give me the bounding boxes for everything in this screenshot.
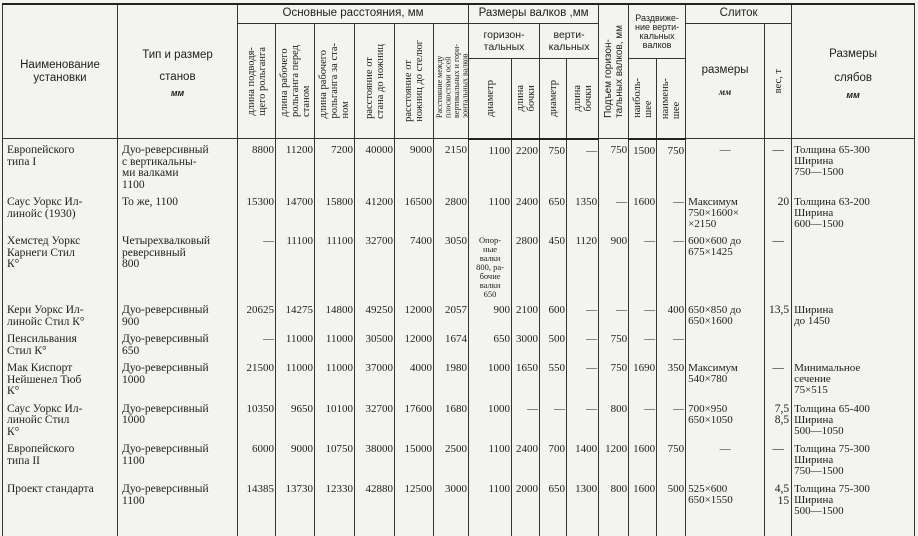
roll-value: 1350 [567, 191, 599, 230]
roll-value: 1000 [469, 398, 512, 439]
ingot-sizes: 650×850 до 650×1600 [686, 299, 765, 328]
header-spread-min: наимень- шее [657, 59, 686, 139]
roll-value: 750 [599, 328, 629, 357]
roll-value: — [599, 191, 629, 230]
roll-value: — [512, 398, 540, 439]
ingot-sizes [686, 328, 765, 357]
spread-value: 1690 [629, 357, 657, 398]
roll-value: 550 [540, 357, 567, 398]
installation-name: Пенсильвания Стил К° [3, 328, 118, 357]
roll-value: 750 [599, 139, 629, 192]
header-distance-5: расстояние от ножниц до стелюг [395, 24, 434, 139]
roll-value: 1100 [469, 191, 512, 230]
distance-value: 14700 [276, 191, 315, 230]
roll-value: 2100 [512, 299, 540, 328]
roll-value: 650 [540, 478, 567, 536]
distance-value: 49250 [355, 299, 395, 328]
roll-value: 650 [469, 328, 512, 357]
distance-value: 11100 [315, 230, 355, 299]
installation-name: Кери Уоркс Ил- линойс Стил К° [3, 299, 118, 328]
distance-value: 11100 [276, 230, 315, 299]
roll-value: 450 [540, 230, 567, 299]
header-distance-3: длина рабочего рольганга за ста- ном [315, 24, 355, 139]
distance-value: 15300 [238, 191, 276, 230]
ingot-sizes: — [686, 139, 765, 192]
header-v-barrel: длина бочки [567, 59, 599, 139]
distance-value: 2150 [434, 139, 469, 192]
distance-value: 12000 [395, 328, 434, 357]
roll-value: — [567, 139, 599, 192]
roll-value: — [567, 328, 599, 357]
installation-name: Европейского типа I [3, 139, 118, 192]
distance-value: 1674 [434, 328, 469, 357]
roll-value: 750 [540, 139, 567, 192]
distance-value: 14800 [315, 299, 355, 328]
roll-value: 800 [599, 478, 629, 536]
header-h-diameter: диаметр [469, 59, 512, 139]
header-lift: Подъем горизон- тальных валков, мм [599, 4, 629, 139]
distance-value: 37000 [355, 357, 395, 398]
spread-value: — [629, 398, 657, 439]
distance-value: 10350 [238, 398, 276, 439]
distance-value: 9650 [276, 398, 315, 439]
header-distance-1: длина подводя- щего рольганга [238, 24, 276, 139]
distance-value: 13730 [276, 478, 315, 536]
slab-sizes: Толщина 63-200 Ширина 600—1500 [792, 191, 915, 230]
distance-value: 11000 [276, 357, 315, 398]
distance-value: 12330 [315, 478, 355, 536]
roll-value: 1100 [469, 438, 512, 478]
header-distance-4: расстояние от стана до ножниц [355, 24, 395, 139]
ingot-sizes: Максимум 750×1600× ×2150 [686, 191, 765, 230]
ingot-weight: 7,5 8,5 [765, 398, 792, 439]
distance-value: 32700 [355, 230, 395, 299]
roll-value: 1300 [567, 478, 599, 536]
distance-value: 11000 [276, 328, 315, 357]
mill-type: То же, 1100 [118, 191, 238, 230]
installation-name: Проект стандарта [3, 478, 118, 536]
distance-value: 3050 [434, 230, 469, 299]
roll-value: — [567, 398, 599, 439]
distance-value: 12000 [395, 299, 434, 328]
header-v-diameter: диаметр [540, 59, 567, 139]
distance-value: 40000 [355, 139, 395, 192]
roll-value: 600 [540, 299, 567, 328]
roll-value: 800 [599, 398, 629, 439]
installation-name: Мак Киспорт Нейшенел Тюб К° [3, 357, 118, 398]
distance-value: 17600 [395, 398, 434, 439]
roll-value: 2400 [512, 438, 540, 478]
roll-value: 1650 [512, 357, 540, 398]
header-distances-group: Основные расстояния, мм [238, 4, 469, 24]
distance-value: 12500 [395, 478, 434, 536]
installation-name: Европейского типа II [3, 438, 118, 478]
header-name: Наименование установки [3, 4, 118, 139]
ingot-weight: 20 [765, 191, 792, 230]
spread-value: 400 [657, 299, 686, 328]
mill-type: Дуо-реверсивный с вертикальны- ми валками 1100 [118, 139, 238, 192]
mill-type: Дуо-реверсивный 1100 [118, 438, 238, 478]
slab-sizes [792, 230, 915, 299]
ingot-weight: 4,5 15 [765, 478, 792, 536]
spread-value: — [629, 299, 657, 328]
spread-value: — [629, 230, 657, 299]
table-row [3, 357, 915, 398]
spread-value: — [657, 191, 686, 230]
distance-value: 20625 [238, 299, 276, 328]
slab-sizes: Толщина 65-300 Ширина 750—1500 [792, 139, 915, 192]
roll-value: 3000 [512, 328, 540, 357]
ingot-sizes: 600×600 до 675×1425 [686, 230, 765, 299]
distance-value: 4000 [395, 357, 434, 398]
header-distance-6: Расстояние между плоскостями осей вертикальных и гори- зонтальных валков [434, 24, 469, 139]
roll-value: 750 [599, 357, 629, 398]
mill-type: Дуо-реверсивный 650 [118, 328, 238, 357]
roll-value: 650 [540, 191, 567, 230]
spread-value: 1500 [629, 139, 657, 192]
header-spread-group: Раздвиже- ние верти- кальных валков [629, 4, 686, 59]
roll-value: — [540, 398, 567, 439]
roll-value: 2400 [512, 191, 540, 230]
roll-value: 500 [540, 328, 567, 357]
distance-value: 10750 [315, 438, 355, 478]
header-rolls-group: Размеры валков ,мм [469, 4, 599, 24]
distance-value: 42880 [355, 478, 395, 536]
distance-value: 11000 [315, 328, 355, 357]
roll-value: 2000 [512, 478, 540, 536]
distance-value: 10100 [315, 398, 355, 439]
table-row [3, 398, 915, 439]
slab-sizes: Ширина до 1450 [792, 299, 915, 328]
distance-value: 30500 [355, 328, 395, 357]
header-distance-2: длина рабочего рольганга перед станом [276, 24, 315, 139]
roll-value: 2800 [512, 230, 540, 299]
ingot-weight: — [765, 438, 792, 478]
distance-value: 14275 [276, 299, 315, 328]
roll-value: 1000 [469, 357, 512, 398]
table-row [3, 438, 915, 478]
mill-type: Дуо-реверсивный 1100 [118, 478, 238, 536]
distance-value: 7200 [315, 139, 355, 192]
ingot-weight: — [765, 139, 792, 192]
distance-value: 11000 [315, 357, 355, 398]
distance-value: 32700 [355, 398, 395, 439]
distance-value: — [238, 328, 276, 357]
ingot-sizes: — [686, 438, 765, 478]
table-body [3, 139, 915, 536]
mill-type: Дуо-реверсивный 900 [118, 299, 238, 328]
distance-value: 16500 [395, 191, 434, 230]
roll-value: 1100 [469, 139, 512, 192]
header-ingot-weight: вес, т [765, 24, 792, 139]
distance-value: 9000 [395, 139, 434, 192]
spread-value: — [657, 328, 686, 357]
spread-value: 500 [657, 478, 686, 536]
table-header [3, 4, 915, 139]
installation-name: Саус Уоркс Ил- линойс (1930) [3, 191, 118, 230]
ingot-weight [765, 328, 792, 357]
distance-value: 3000 [434, 478, 469, 536]
mill-type: Четырехвалковый реверсивный 800 [118, 230, 238, 299]
distance-value: 1680 [434, 398, 469, 439]
roll-value: — [567, 299, 599, 328]
roll-value: 2200 [512, 139, 540, 192]
roll-value: 900 [599, 230, 629, 299]
header-spread-max: наиболь- шее [629, 59, 657, 139]
table-row [3, 328, 915, 357]
table-row [3, 299, 915, 328]
header-horizontal: горизон- тальных [469, 24, 540, 59]
header-slabs: Размеры слябов мм [792, 4, 915, 139]
spread-value: — [657, 230, 686, 299]
header-h-barrel: длина бочки [512, 59, 540, 139]
spread-value: 750 [657, 438, 686, 478]
distance-value: 15800 [315, 191, 355, 230]
slab-sizes: Толщина 75-300 Ширина 500—1500 [792, 478, 915, 536]
mill-type: Дуо-реверсивный 1000 [118, 398, 238, 439]
distance-value: 8800 [238, 139, 276, 192]
slab-sizes [792, 328, 915, 357]
distance-value: — [238, 230, 276, 299]
distance-value: 15000 [395, 438, 434, 478]
roll-value: 1400 [567, 438, 599, 478]
roll-value: — [567, 357, 599, 398]
roll-value: 1120 [567, 230, 599, 299]
ingot-sizes: 525×600 650×1550 [686, 478, 765, 536]
distance-value: 6000 [238, 438, 276, 478]
roll-value: 900 [469, 299, 512, 328]
spread-value: 750 [657, 139, 686, 192]
header-ingot-sizes: размеры мм [686, 24, 765, 139]
distance-value: 9000 [276, 438, 315, 478]
header-ingot-group: Слиток [686, 4, 792, 24]
distance-value: 41200 [355, 191, 395, 230]
ingot-sizes: 700×950 650×1050 [686, 398, 765, 439]
distance-value: 38000 [355, 438, 395, 478]
slab-sizes: Толщина 65-400 Ширина 500—1050 [792, 398, 915, 439]
mill-type: Дуо-реверсивный 1000 [118, 357, 238, 398]
installation-name: Хемстед Уоркс Карнеги Стил К° [3, 230, 118, 299]
roll-value: 700 [540, 438, 567, 478]
roll-value: 1200 [599, 438, 629, 478]
header-vertical: верти- кальных [540, 24, 599, 59]
distance-value: 7400 [395, 230, 434, 299]
distance-value: 21500 [238, 357, 276, 398]
slab-sizes: Минимальное сечение 75×515 [792, 357, 915, 398]
roll-value: — [599, 299, 629, 328]
ingot-weight: 13,5 [765, 299, 792, 328]
spread-value: 1600 [629, 191, 657, 230]
roll-value: 1100 [469, 478, 512, 536]
slab-sizes: Толщина 75-300 Ширина 750—1500 [792, 438, 915, 478]
header-mill-type: Тип и размер станов мм [118, 4, 238, 139]
mill-parameters-table [2, 3, 915, 536]
table-row [3, 230, 915, 299]
spread-value: 1600 [629, 438, 657, 478]
table-row [3, 191, 915, 230]
distance-value: 2500 [434, 438, 469, 478]
ingot-sizes: Максимум 540×780 [686, 357, 765, 398]
table-row [3, 478, 915, 536]
spread-value: 350 [657, 357, 686, 398]
distance-value: 14385 [238, 478, 276, 536]
distance-value: 1980 [434, 357, 469, 398]
distance-value: 2800 [434, 191, 469, 230]
spread-value: — [657, 398, 686, 439]
roll-value: Опор- ные валки 800, ра- бочие валки 650 [469, 230, 512, 299]
table-row [3, 139, 915, 192]
installation-name: Саус Уоркс Ил- линойс Стил К° [3, 398, 118, 439]
spread-value: — [629, 328, 657, 357]
spread-value: 1600 [629, 478, 657, 536]
ingot-weight: — [765, 230, 792, 299]
ingot-weight: — [765, 357, 792, 398]
distance-value: 2057 [434, 299, 469, 328]
distance-value: 11200 [276, 139, 315, 192]
